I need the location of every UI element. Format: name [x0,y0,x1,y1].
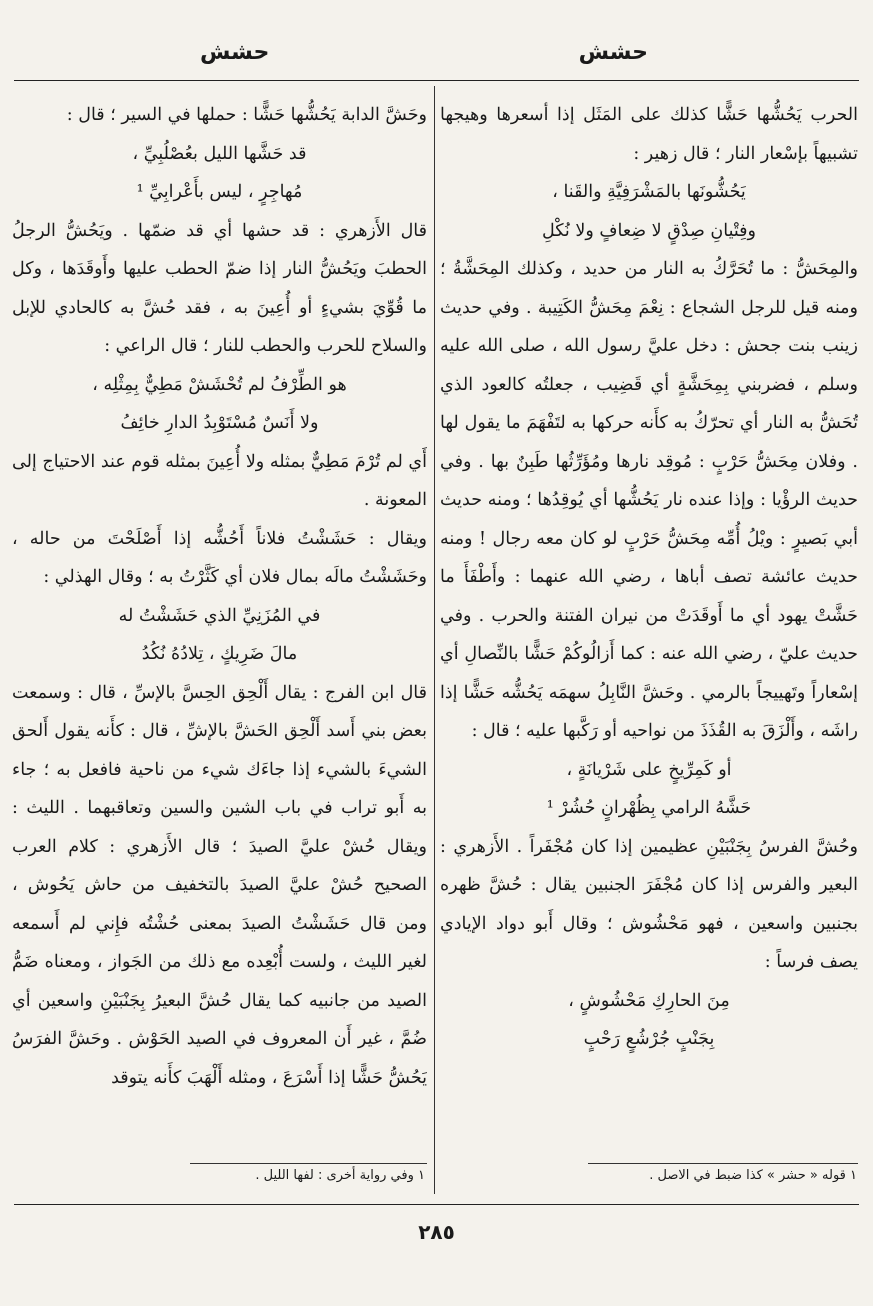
header-rule [14,80,859,81]
verse-line: ولا أَنَسٌ مُسْتَوْبِدُ الدارِ خائِفُ [120,413,319,433]
right-column [440,96,858,1156]
footer-rule [14,1204,859,1205]
running-header-left: حشش [200,40,270,65]
paragraph: قال الأَزهري : قد حشها أي قد ضمّها . ويَحُشُّ الرجلُ الحطبَ ويَحُشُّ النار إذا ضمّ الحطب عليها وأَوقَدَها ، وكل ما قُوِّيَ بشيءٍ أو أُعِينَ به ، فقد حُشَّ به كالحادي للإبل والسلاح للحرب والحطب للنار ؛ قال الراعي : [12,220,427,356]
verse-line: حَشَّهُ الرامي بِظُهْرانٍ حُشُرْ ¹ [546,798,752,818]
running-header-right: حشش [578,40,648,65]
footnote-rule-left [190,1163,427,1164]
verse-line: مِنَ الحارِكِ مَحْشُوشٍ ، [568,990,730,1011]
paragraph: قال ابن الفرج : يقال أَلْحِق الحِسَّ بالإسِّ ، قال : وسمعت بعض بني أَسد أَلْحِق الحَشَّ بالإشِّ ، قال : كأَنه يقول أَلحق الشيءَ بالشيء إذا جاءَك شيء من ناحية فافعل به ؛ جاء به أَبو تراب في باب الشين والسين وتعاقبهما . الليث : ويقال حُشْ عليَّ الصيدَ ؛ قال الأَزهري : كلام العرب الصحيح حُشْ عليَّ الصيدَ بالتخفيف من حاش يَحُوش ، ومن قال حَشَشْتُ الصيدَ بمعنى حُشْتُه فإِني لم أَسمعه لغير الليث ، ولست أُبْعِده مع ذلك من الجَواز ، ومعناه ضَمُّ الصيد من جانبيه كما يقال حُشَّ البعيرُ بِجَنْبَيْنِ واسعين أي ضُمَّ ، غير أَن المعروف في الصيد الحَوْش . وحَشَّ الفرَسُ يَحُشُّ حَشًّا إذا أَسْرَعَ ، ومثله أَلْهَبَ كأَنه يتوقد [12,682,427,1088]
verse-line: هو الطِّرْفُ لم تُحْشَشْ مَطِيٌّ بِمِثْلِه ، [92,374,347,395]
paragraph: ويقال : حَشَشْتُ فلاناً أَحُشُّه إذا أَصْلَحْتَ من حاله ، وحَشَشْتُ مالَه بمال فلان أي كَثَّرْتُ به ؛ وقال الهذلي : [12,528,427,587]
page-number: ٢٨٥ [418,1220,455,1244]
column-divider [434,86,435,1194]
verse-line: وفِتْيانِ صِدْقٍ لا ضِعافٍ ولا نُكْلِ [542,220,756,241]
verse-line: أو كَمِرِّيخٍ على شَرْيانَةٍ ، [566,759,732,780]
paragraph: وحَشَّ الدابة يَحُشُّها حَشًّا : حملها في السير ؛ قال : [66,105,427,125]
verse-line: قد حَشَّها الليل بعُصْلُبِيِّ ، [132,143,307,164]
footnote-rule-right [588,1163,858,1164]
left-column [12,96,427,1156]
paragraph: وحُشَّ الفرسُ بِجَنْبَيْنِ عظيمين إذا كان مُجْفَراً . الأَزهري : البعير والفرس إذا كان مُجْفَرَ الجنبين يقال : حُشَّ ظهره بجنبين واسعين ، فهو مَحْشُوش ؛ وقال أَبو دواد الإيادي يصف فرساً : [440,836,858,972]
verse-line: في المُزَنِيِّ الذي حَشَشْتُ له [118,605,321,626]
verse-line: بِجَنْبٍ جُرْشُعٍ رَحْبٍ [583,1029,715,1049]
verse-line: مالَ ضَرِيكٍ ، تِلادُهُ نُكُدُ [141,644,298,664]
verse-line: يَحُشُّونَها بالمَشْرَفِيَّةِ والقَنا ، [552,182,746,202]
paragraph: أَي لم تُرْمَ مَطِيٌّ بمثله ولا أُعِينَ بمثله قوم عند الاحتياج إلى المعونة . [12,451,427,510]
footnote-left: ١ وفي رواية أخرى : لفها الليل . [255,1168,425,1183]
verse-line: مُهاجِرٍ ، ليس بأَعْرابِيِّ ¹ [136,182,303,202]
footnote-right: ١ قوله « حشر » كذا ضبط في الاصل . [649,1168,857,1183]
paragraph: والمِحَشُّ : ما تُحَرَّكُ به النار من حديد ، وكذلك المِحَشَّةُ ؛ ومنه قيل للرجل الشجاع : نِعْمَ مِحَشُّ الكَتِيبة . وفي حديث زينب بنت جحش : دخل عليَّ رسول الله ، صلى الله عليه وسلم ، فضربني بِمِحَشَّةٍ أي قَضِيب ، جعلتُه كالعود الذي تُحَشُّ به النار أي تحرّكُ به كأَنه حركها به لتَفْهَمَ ما يقول لها . وفلان مِحَشُّ حَرْبٍ : مُوقِد نارها ومُؤَرِّثُها طَبِنٌ بها . وفي حديث الرؤْيا : وإذا عنده نار يَحُشُّها أي يُوقِدُها ؛ ومنه حديث أبي بَصيرٍ : ويْلُ أُمِّه مِحَشُّ حَرْبٍ لو كان معه رجال ! ومنه حديث عائشة تصف أباها ، رضي الله عنهما : وأَطْفَأَ ما حَشَّتْ يهود أي ما أَوقَدَتْ من نيران الفتنة والحرب . وفي حديث عليّ ، رضي الله عنه : كما أَزالُوكُمْ حَشًّا بالنِّصالِ أي إسْعاراً وتَهييجاً بالرمي . وحَشَّ النَّابِلُ سهمَه يَحُشُّه حَشًّا إذا راشَه ، وأَلْزَقَ به القُذَذَ من نواحيه أو رَكَّبها عليه ؛ قال : [440,259,858,741]
paragraph: الحرب يَحُشُّها حَشًّا كذلك على المَثَل إذا أسعرها وهيجها تشبيهاً بإسْعار النار ؛ قال زهير : [440,105,858,164]
